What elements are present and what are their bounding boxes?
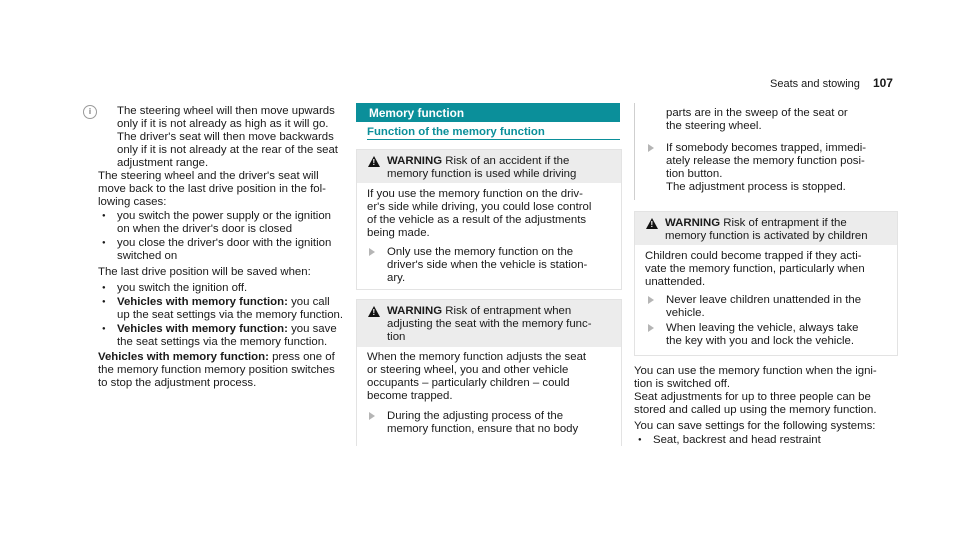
- note-line-2: only if it is not already as high as it will go.: [117, 118, 329, 130]
- note-line-3: The driver's seat will then move backwards: [117, 131, 334, 143]
- step2-line-3: tion button.: [666, 168, 723, 180]
- step-arrow-icon: [369, 412, 375, 420]
- bullet5-line-1: [117, 323, 337, 336]
- warning-triangle-icon: [646, 218, 658, 229]
- warn1-body-3: of the vehicle as a result of the adjustments: [367, 214, 587, 226]
- col3-para-line-5: You can save settings for the following systems:: [634, 420, 876, 432]
- warn2-body-1: When the memory function adjusts the seat: [367, 351, 587, 363]
- cont-line-2: the steering wheel.: [666, 120, 762, 132]
- warn3-head-2: memory function is activated by children: [665, 230, 868, 242]
- warn3-head-1: [665, 217, 847, 230]
- note-line-1: The steering wheel will then move upwards: [117, 105, 335, 117]
- warn2-body-3: occupants – particularly children – could: [367, 377, 570, 389]
- cont-line-1: parts are in the sweep of the seat or: [666, 107, 848, 119]
- warn1-step-1: Only use the memory function on the: [387, 246, 574, 258]
- warning-triangle-icon: [368, 306, 380, 317]
- warn3-head-text: Risk of entrapment if the: [720, 217, 847, 229]
- warn2-body-2: or steering wheel, you and other vehicle: [367, 364, 569, 376]
- para1-line-1: The steering wheel and the driver's seat will: [98, 170, 319, 182]
- bullet1-line-2: on when the driver's door is closed: [117, 223, 293, 235]
- note-line-4: only if it is not already at the rear of the seat: [117, 144, 338, 156]
- col3-bullet: Seat, backrest and head restraint: [653, 434, 821, 446]
- warn1-body-1: If you use the memory function on the driv-: [367, 188, 583, 200]
- warn2-head-3: tion: [387, 331, 406, 343]
- bullet4-text: you call: [287, 296, 330, 308]
- note-line-5: adjustment range.: [117, 157, 209, 169]
- warn2-step-1: During the adjusting process of the: [387, 410, 564, 422]
- warn2-label: WARNING: [387, 305, 443, 317]
- warn2-step-2: memory function, ensure that no body: [387, 423, 579, 435]
- para3-text-1: press one of: [268, 351, 335, 363]
- subsection-title: Function of the memory function: [367, 126, 545, 138]
- continuation-rule: [634, 103, 635, 200]
- warn2-head-1: [387, 305, 571, 318]
- bullet-marker: ●: [102, 326, 106, 332]
- warn3-step2-2: the key with you and lock the vehicle.: [666, 335, 855, 347]
- bullet-marker: ●: [638, 437, 642, 443]
- warn3-body-3: unattended.: [645, 276, 706, 288]
- step2-line-1: If somebody becomes trapped, immedi-: [666, 142, 867, 154]
- bullet5-text: you save: [287, 323, 337, 335]
- bullet2-line-1: you close the driver's door with the ignition: [117, 237, 332, 249]
- section-title-bar: [356, 103, 620, 122]
- col3-para-line-1: You can use the memory function when the igni-: [634, 365, 877, 377]
- section-label: Seats and stowing: [770, 78, 860, 90]
- para3-line-2: the memory function memory position switches: [98, 364, 335, 376]
- section-title: Memory function: [369, 106, 465, 120]
- bullet3-line-1: you switch the ignition off.: [117, 282, 248, 294]
- step-arrow-icon: [648, 296, 654, 304]
- bullet4-line-1: [117, 296, 330, 309]
- warning-triangle-icon: [368, 156, 380, 167]
- running-header: [770, 76, 893, 90]
- step-arrow-icon: [369, 248, 375, 256]
- col3-para-line-4: stored and called up using the memory function.: [634, 404, 877, 416]
- bullet-marker: ●: [102, 285, 106, 291]
- warn1-body-4: being made.: [367, 227, 430, 239]
- page-number: 107: [872, 76, 893, 90]
- step2-line-2: ately release the memory function posi-: [666, 155, 865, 167]
- para1-line-3: lowing cases:: [98, 196, 167, 208]
- bullet-marker: ●: [102, 213, 106, 219]
- warn2-head-2: adjusting the seat with the memory func-: [387, 318, 592, 330]
- para2: The last drive position will be saved when:: [98, 266, 311, 278]
- warn1-head-text: Risk of an accident if the: [442, 155, 570, 167]
- bullet4-line-2: up the seat settings via the memory function.: [117, 309, 344, 321]
- bullet5-line-2: the seat settings via the memory function.: [117, 336, 328, 348]
- para3-bold: Vehicles with memory function:: [98, 351, 269, 363]
- warn1-head-2: memory function is used while driving: [387, 168, 577, 180]
- bullet2-line-2: switched on: [117, 250, 178, 262]
- warn1-step-2: driver's side when the vehicle is station-: [387, 259, 588, 271]
- warn3-step1-1: Never leave children unattended in the: [666, 294, 862, 306]
- bullet4-bold: Vehicles with memory function:: [117, 296, 288, 308]
- warn3-step1-2: vehicle.: [666, 307, 705, 319]
- para3-line-3: to stop the adjustment process.: [98, 377, 257, 389]
- warn3-step2-1: When leaving the vehicle, always take: [666, 322, 859, 334]
- warn3-label: WARNING: [665, 217, 721, 229]
- warn2-head-text: Risk of entrapment when: [442, 305, 572, 317]
- warn3-body-1: Children could become trapped if they acti-: [645, 250, 862, 262]
- step-arrow-icon: [648, 144, 654, 152]
- warn2-body-4: become trapped.: [367, 390, 453, 402]
- subsection-rule: [367, 139, 620, 140]
- col3-para-line-3: Seat adjustments for up to three people can be: [634, 391, 871, 403]
- bullet5-bold: Vehicles with memory function:: [117, 323, 288, 335]
- bullet-marker: ●: [102, 299, 106, 305]
- warn1-label: WARNING: [387, 155, 443, 167]
- warn3-body-2: vate the memory function, particularly when: [645, 263, 865, 275]
- step-arrow-icon: [648, 324, 654, 332]
- warn1-body-2: er's side while driving, you could lose control: [367, 201, 592, 213]
- bullet-marker: ●: [102, 240, 106, 246]
- col3-para-line-2: tion is switched off.: [634, 378, 731, 390]
- bullet1-line-1: you switch the power supply or the ignition: [117, 210, 332, 222]
- para1-line-2: move back to the last drive position in the fol-: [98, 183, 326, 195]
- warn1-step-3: ary.: [387, 272, 406, 284]
- para3-line-1: [98, 351, 335, 364]
- warn1-head-1: [387, 155, 569, 168]
- step2-line-4: The adjustment process is stopped.: [666, 181, 846, 193]
- info-icon: i: [83, 105, 97, 119]
